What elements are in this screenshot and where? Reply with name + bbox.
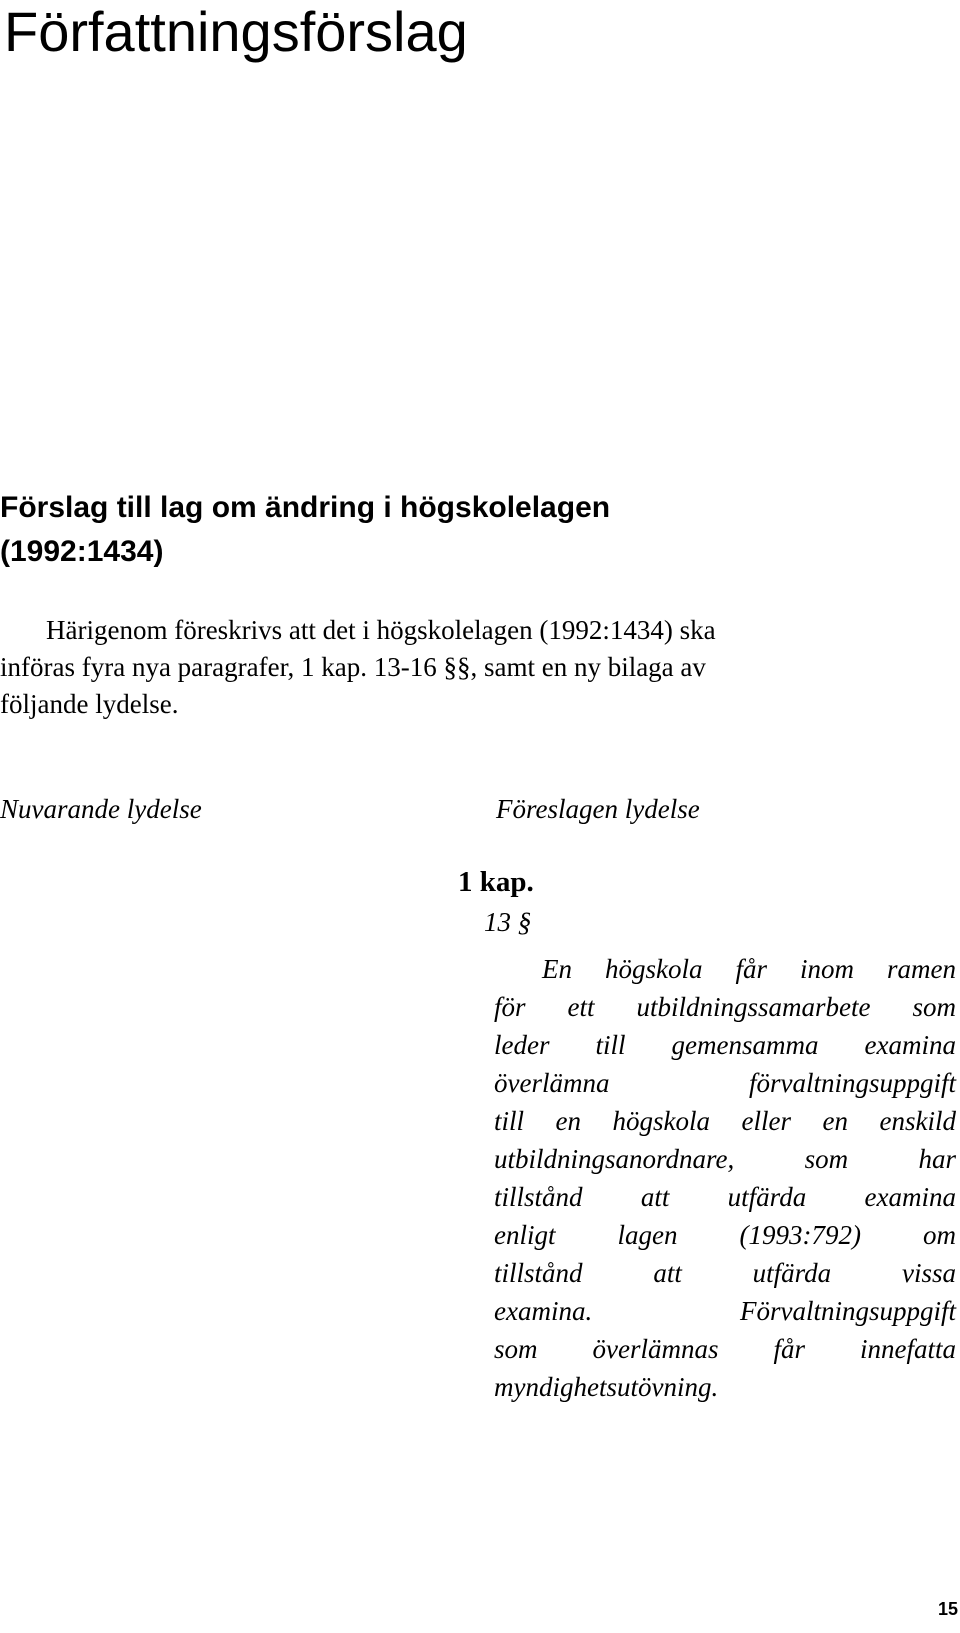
preamble-line: följande lydelse. (0, 689, 179, 719)
page-header-title: Författningsförslag (4, 0, 468, 63)
preamble-paragraph (0, 612, 960, 723)
body-line: myndighetsutövning. (494, 1372, 719, 1402)
body-line: enligt lagen (1993:792) om (494, 1220, 956, 1250)
proposal-title-line-2: (1992:1434) (0, 535, 164, 568)
body-line: för ett utbildningssamarbete som (494, 992, 956, 1022)
body-line: tillstånd att utfärda examina (494, 1182, 956, 1212)
body-line: överlämna förvaltningsuppgift (494, 1068, 956, 1098)
section-heading: 13 § (484, 907, 532, 937)
body-line: tillstånd att utfärda vissa (494, 1258, 956, 1288)
body-line: till en högskola eller en enskild (494, 1106, 956, 1136)
page-number: 15 (937, 1599, 958, 1619)
column-heading-proposed: Föreslagen lydelse (496, 794, 700, 824)
body-line: som överlämnas får innefatta (494, 1334, 956, 1364)
proposal-title (0, 486, 900, 574)
preamble-line: införas fyra nya paragrafer, 1 kap. 13-16 §§, samt en ny bilaga av (0, 652, 706, 682)
chapter-heading: 1 kap. (458, 866, 534, 898)
proposal-title-line-1: Förslag till lag om ändring i högskolelagen (0, 491, 611, 524)
body-line: En högskola får inom ramen (542, 954, 956, 984)
body-line: utbildningsanordnare, som har (494, 1144, 956, 1174)
preamble-line: Härigenom föreskrivs att det i högskolelagen (1992:1434) ska (46, 615, 716, 645)
body-line: examina. Förvaltningsuppgift (494, 1296, 956, 1326)
column-heading-current: Nuvarande lydelse (0, 794, 202, 824)
body-line: leder till gemensamma examina (494, 1030, 956, 1060)
section-body-text (494, 950, 956, 1406)
